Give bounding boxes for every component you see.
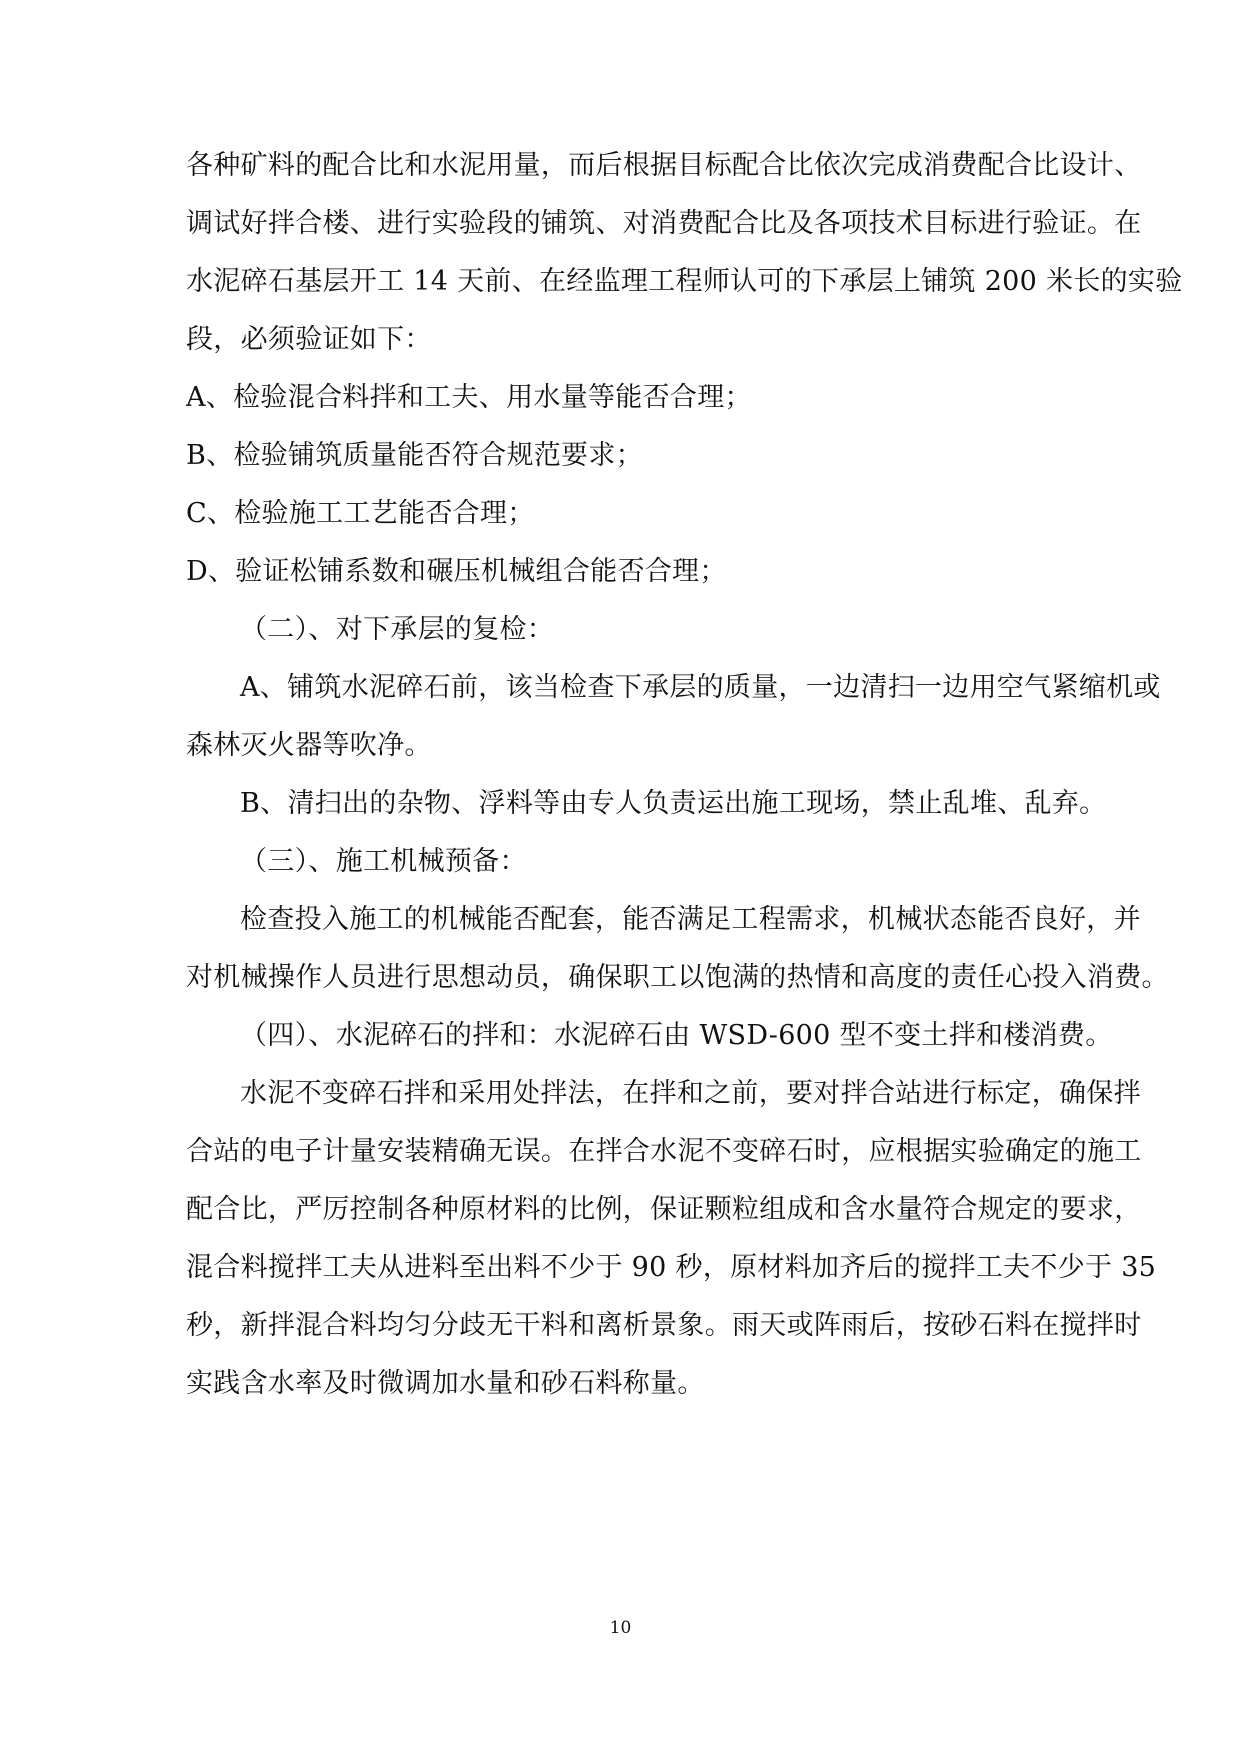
text-line: 合站的电子计量安装精确无误。在拌合水泥不变碎石时，应根据实验确定的施工 [186, 1136, 1142, 1167]
text-line: 配合比，严厉控制各种原材料的比例，保证颗粒组成和含水量符合规定的要求， [186, 1194, 1142, 1225]
text-line: B、清扫出的杂物、浮料等由专人负责运出施工现场，禁止乱堆、乱弃。 [240, 788, 1107, 819]
section-heading-2: （二）、对下承层的复检： [240, 614, 555, 645]
section-heading-4: （四）、水泥碎石的拌和：水泥碎石由 WSD-600 型不变土拌和楼消费。 [240, 1020, 1113, 1051]
section-heading-3: （三）、施工机械预备： [240, 846, 527, 877]
list-item-a: A、检验混合料拌和工夫、用水量等能否合理； [186, 382, 752, 413]
text-line: 实践含水率及时微调加水量和砂石料称量。 [186, 1368, 705, 1399]
text-line: 段，必须验证如下： [186, 324, 432, 355]
text-line: A、铺筑水泥碎石前，该当检查下承层的质量，一边清扫一边用空气紧缩机或 [240, 672, 1161, 703]
text-line: 秒，新拌混合料均匀分歧无干料和离析景象。雨天或阵雨后，按砂石料在搅拌时 [186, 1310, 1142, 1341]
list-item-c: C、检验施工工艺能否合理； [186, 498, 535, 529]
text-line: 森林灭火器等吹净。 [186, 730, 432, 761]
list-item-d: D、验证松铺系数和碾压机械组合能否合理； [186, 556, 727, 587]
text-line: 调试好拌合楼、进行实验段的铺筑、对消费配合比及各项技术目标进行验证。在 [186, 208, 1142, 239]
list-item-b: B、检验铺筑质量能否符合规范要求； [186, 440, 643, 471]
text-line: 混合料搅拌工夫从进料至出料不少于 90 秒，原材料加齐后的搅拌工夫不少于 35 [186, 1252, 1157, 1283]
text-line: 各种矿料的配合比和水泥用量，而后根据目标配合比依次完成消费配合比设计、 [186, 150, 1142, 181]
text-line: 水泥碎石基层开工 14 天前、在经监理工程师认可的下承层上铺筑 200 米长的实验 [186, 266, 1183, 297]
text-line: 检查投入施工的机械能否配套，能否满足工程需求，机械状态能否良好，并 [240, 904, 1141, 935]
page-number: 10 [609, 1618, 632, 1638]
text-line: 对机械操作人员进行思想动员，确保职工以饱满的热情和高度的责任心投入消费。 [186, 962, 1169, 993]
text-line: 水泥不变碎石拌和采用处拌法，在拌和之前，要对拌合站进行标定，确保拌 [240, 1078, 1141, 1109]
